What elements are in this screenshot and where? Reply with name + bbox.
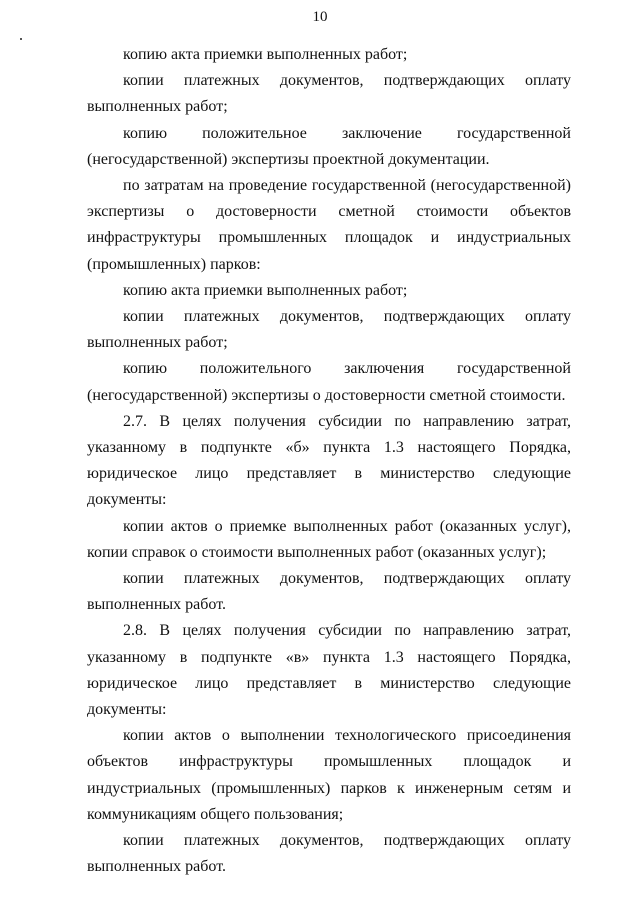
paragraph: копии платежных документов, подтверждающих оплату выполненных работ;: [87, 72, 571, 116]
paragraph: копии платежных документов, подтверждающих оплату выполненных работ;: [87, 308, 571, 352]
paragraph: копию положительного заключения государственной (негосударственной) экспертизы о достоверности сметной стоимости.: [87, 360, 571, 404]
paragraph: копию положительное заключение государственной (негосударственной) экспертизы проектной документации.: [87, 124, 571, 168]
paragraph: копию акта приемки выполненных работ;: [123, 46, 408, 63]
document-body: [87, 42, 571, 881]
paragraph: копии платежных документов, подтверждающих оплату выполненных работ.: [87, 832, 571, 876]
paragraph: копии платежных документов, подтверждающих оплату выполненных работ.: [87, 570, 571, 614]
paragraph: 2.8. В целях получения субсидии по направлению затрат, указанному в подпункте «в» пункта 1.3 настоящего Порядка, юридическое лицо представляет в министерство следующие документы:: [87, 622, 571, 719]
paragraph: 2.7. В целях получения субсидии по направлению затрат, указанному в подпункте «б» пункта 1.3 настоящего Порядка, юридическое лицо представляет в министерство следующие документы:: [87, 412, 571, 509]
paragraph: копию акта приемки выполненных работ;: [123, 281, 408, 299]
paragraph: копии актов о выполнении технологического присоединения объектов инфраструктуры промышленных площадок и индустриальных (промышленных) парков к инженерным сетям и коммуникациям общего пользования;: [87, 727, 571, 823]
paragraph: по затратам на проведение государственной (негосударственной) экспертизы о достоверности сметной стоимости объектов инфраструктуры промышленных площадок и индустриальных (промышленных) парков:: [87, 177, 571, 273]
paragraph: копии актов о приемке выполненных работ (оказанных услуг), копии справок о стоимости выполненных работ (оказанных услуг);: [87, 517, 571, 561]
page-number: 10: [312, 9, 328, 25]
scan-artifact: [20, 38, 22, 40]
